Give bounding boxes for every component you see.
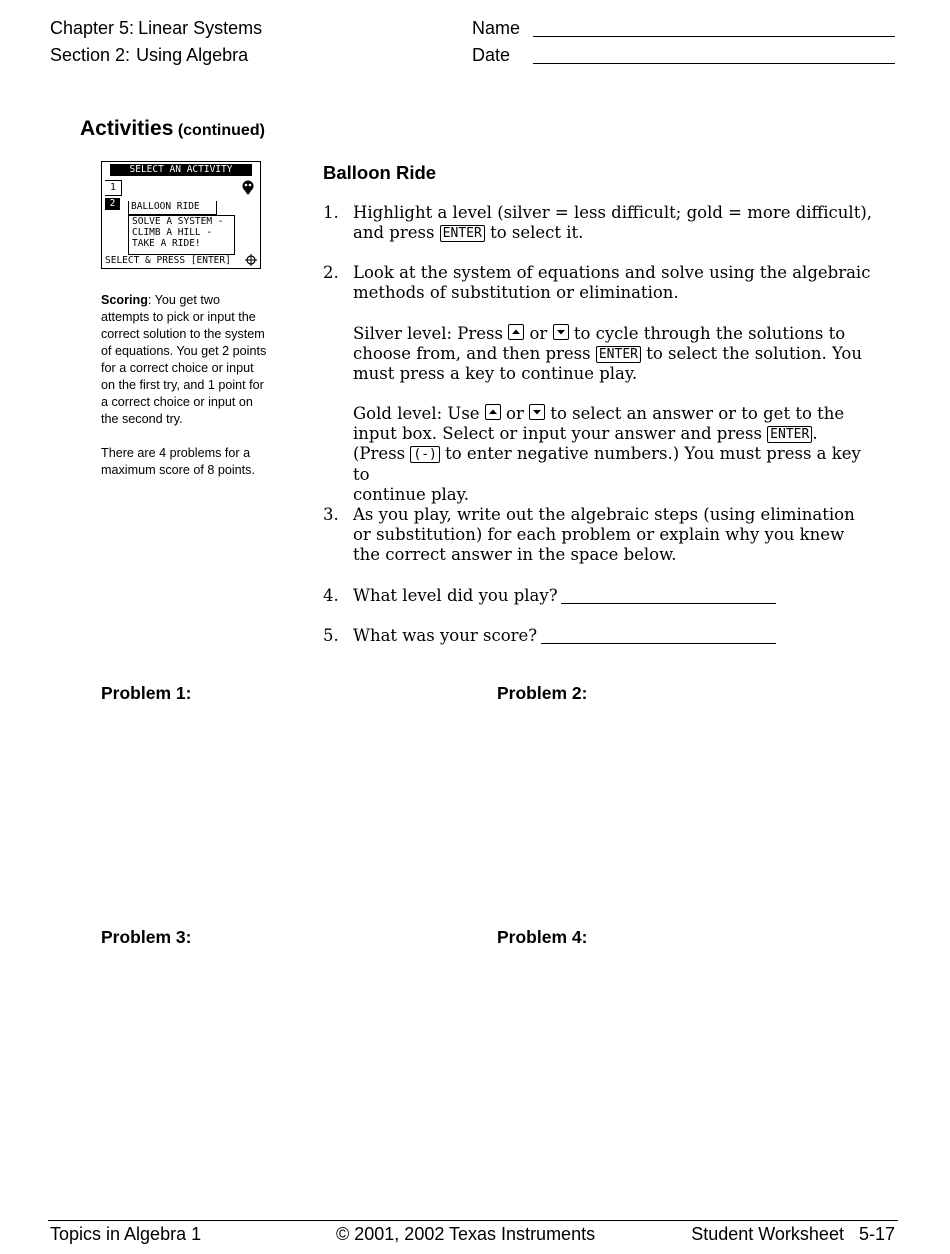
footer-copyright: © 2001, 2002 Texas Instruments: [336, 1224, 596, 1244]
problem-1-label: Problem 1:: [101, 683, 192, 703]
chapter-heading: [50, 18, 262, 39]
instruction-text: to select it.: [490, 223, 584, 243]
screen-item-2: 2: [105, 198, 120, 210]
instruction-text: to cycle through the solutions to: [573, 324, 846, 343]
instruction-text: to select the solution. You: [646, 344, 862, 364]
item-number: 5.: [323, 626, 339, 645]
dpad-icon: [245, 254, 257, 266]
problem-3-label: Problem 3:: [101, 927, 192, 947]
item-number: 3.: [323, 505, 339, 524]
silver-level-instructions: [353, 324, 873, 385]
instruction-3: [353, 505, 873, 566]
instruction-text: or: [506, 404, 524, 423]
screen-footer: SELECT & PRESS [ENTER]: [105, 255, 231, 266]
scoring-text: of equations. You get 2 points: [101, 344, 267, 358]
instruction-text: the correct answer in the space below.: [353, 545, 677, 565]
item-number: 1.: [323, 203, 339, 222]
down-arrow-key-icon: [529, 404, 545, 420]
activities-heading: [80, 117, 265, 141]
screen-title: SELECT AN ACTIVITY: [110, 164, 252, 176]
date-label: Date: [472, 45, 511, 65]
name-field[interactable]: [533, 36, 895, 37]
enter-key: ENTER: [596, 346, 641, 363]
calculator-screen: [101, 161, 261, 269]
scoring-text: attempts to pick or input the: [101, 310, 256, 324]
screen-balloon-ride: BALLOON RIDE: [128, 201, 217, 215]
instruction-text: continue play.: [353, 484, 470, 504]
score-question: What was your score?: [353, 626, 538, 645]
problems-note: maximum score of 8 points.: [101, 463, 255, 477]
score-answer-field[interactable]: [541, 643, 776, 644]
instruction-text: must press a key to continue play.: [353, 364, 638, 384]
level-answer-field[interactable]: [561, 603, 776, 604]
instruction-text: choose from, and then press: [353, 344, 591, 364]
scoring-text: the second try.: [101, 412, 183, 426]
screen-menu-item: SOLVE A SYSTEM -: [132, 216, 224, 227]
negative-key: (-): [410, 446, 439, 463]
screen-item-1: 1: [105, 180, 122, 196]
instruction-text: methods of substitution or elimination.: [353, 283, 679, 303]
activities-subtitle: (continued): [177, 122, 265, 139]
instruction-1: [353, 203, 873, 243]
instruction-text: input box. Select or input your answer and press: [353, 424, 762, 444]
up-arrow-key-icon: [508, 324, 524, 340]
scoring-note: [101, 292, 281, 479]
enter-key: ENTER: [440, 225, 485, 242]
instruction-text: to enter negative numbers.) You must press a key to: [353, 444, 861, 484]
instruction-2: [353, 263, 873, 303]
balloon-icon: [241, 180, 255, 196]
instruction-text: to select an answer or to get to the: [550, 404, 845, 423]
activities-title: Activities: [80, 117, 174, 140]
instruction-text: or: [529, 324, 548, 343]
gold-level-instructions: [353, 404, 873, 505]
screen-menu-item: TAKE A RIDE!: [132, 238, 201, 249]
instruction-text: Look at the system of equations and solve using the algebraic: [353, 263, 871, 282]
screen-menu: [128, 215, 235, 255]
footer-page-number: Student Worksheet 5-17: [691, 1224, 895, 1244]
instruction-text: As you play, write out the algebraic steps (using elimination: [353, 505, 855, 524]
instruction-text: Highlight a level (silver = less difficult; gold = more difficult),: [353, 203, 873, 222]
instruction-text: Silver level: Press: [353, 324, 503, 343]
balloon-ride-title: Balloon Ride: [323, 162, 437, 183]
level-question: What level did you play?: [353, 586, 558, 605]
problem-2-label: Problem 2:: [497, 683, 588, 703]
scoring-text: for a correct choice or input: [101, 361, 254, 375]
down-arrow-key-icon: [553, 324, 569, 340]
chapter-label: Chapter 5:: [50, 18, 135, 38]
problem-4-label: Problem 4:: [497, 927, 588, 947]
date-field[interactable]: [533, 63, 895, 64]
instruction-text: (Press: [353, 444, 406, 464]
section-label: Section 2:: [50, 45, 131, 65]
instruction-text: or substitution) for each problem or explain why you knew: [353, 525, 845, 545]
instruction-text: Gold level: Use: [353, 404, 480, 423]
scoring-label: Scoring: [101, 293, 148, 307]
footer-rule: [48, 1220, 898, 1221]
up-arrow-key-icon: [485, 404, 501, 420]
screen-menu-item: CLIMB A HILL -: [132, 227, 213, 238]
scoring-text: correct solution to the system: [101, 327, 265, 341]
scoring-text: a correct choice or input on: [101, 395, 253, 409]
scoring-text: : You get two: [147, 293, 221, 307]
item-number: 4.: [323, 586, 339, 605]
footer-book-title: Topics in Algebra 1: [50, 1224, 202, 1244]
name-label: Name: [472, 18, 521, 38]
instruction-text: and press: [353, 223, 435, 243]
instruction-text: .: [812, 424, 818, 444]
item-number: 2.: [323, 263, 339, 282]
problems-note: There are 4 problems for a: [101, 446, 251, 460]
chapter-title: Linear Systems: [138, 18, 263, 38]
section-title: Using Algebra: [136, 45, 249, 65]
enter-key: ENTER: [767, 426, 812, 443]
section-heading: [50, 45, 248, 66]
scoring-text: on the first try, and 1 point for: [101, 378, 264, 392]
